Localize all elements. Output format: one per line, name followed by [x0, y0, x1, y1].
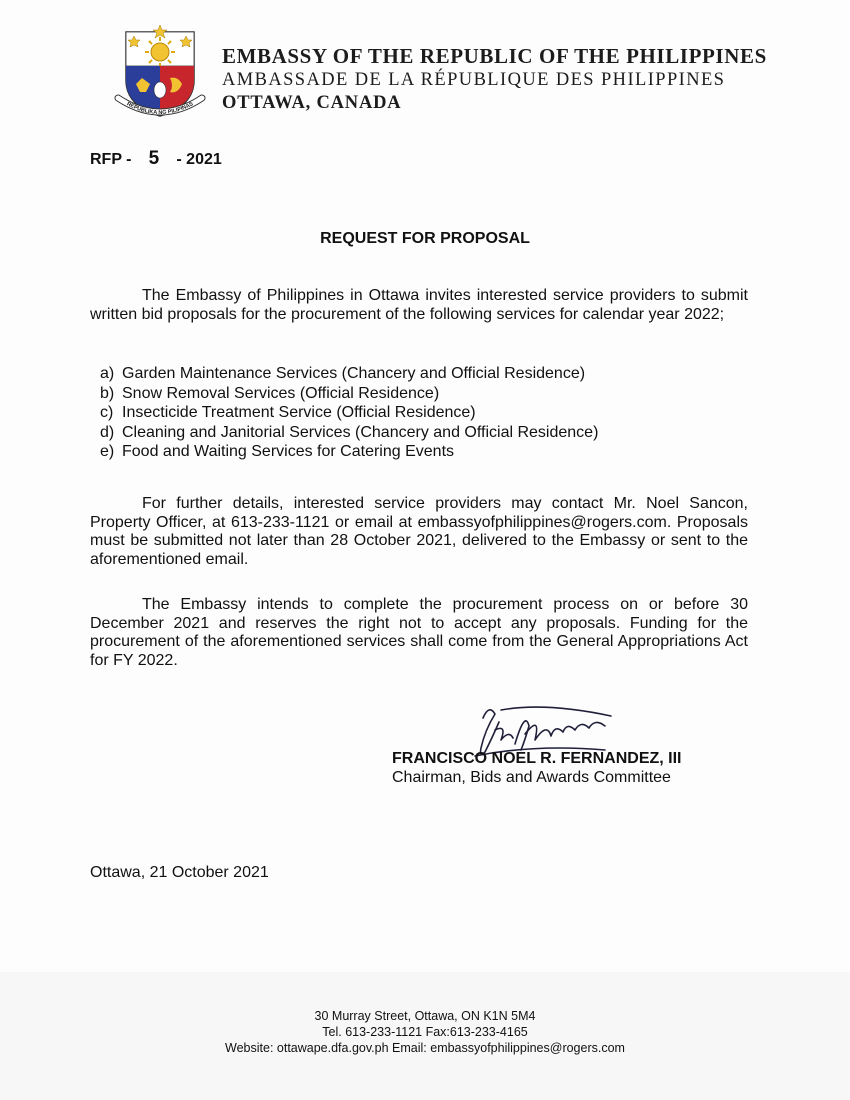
list-item	[100, 403, 598, 423]
document-title: REQUEST FOR PROPOSAL	[320, 230, 530, 247]
rfp-prefix: RFP -	[90, 151, 132, 168]
philippine-coat-of-arms-seal	[112, 22, 208, 122]
signatory-name: FRANCISCO NOEL R. FERNANDEZ, III	[392, 750, 682, 767]
list-item-letter: e)	[100, 443, 115, 460]
list-item-text: Cleaning and Janitorial Services (Chancery and Official Residence)	[122, 423, 599, 441]
list-item-letter: a)	[100, 365, 115, 382]
place-and-date: Ottawa, 21 October 2021	[90, 864, 269, 881]
footer-website-email: Website: ottawape.dfa.gov.ph Email: embassyofphilippines@rogers.com	[225, 1041, 625, 1055]
rfp-reference	[90, 148, 222, 170]
closing-paragraph: The Embassy intends to complete the procurement process on or before 30 December 2021 and reserves the right not to accept any proposals. Funding for the procurement of the aforementioned services shall come from the General Appropriations Act for FY 2022.	[90, 596, 748, 669]
seal-ribbon-text: REPUBLIKA NG PILIPINAS	[125, 101, 195, 117]
footer-phone-fax: Tel. 613-233-1121 Fax:613-233-4165	[322, 1025, 528, 1039]
list-item-text: Garden Maintenance Services (Chancery and Official Residence)	[122, 365, 586, 382]
list-item-text: Food and Waiting Services for Catering Events	[122, 443, 455, 460]
intro-paragraph: The Embassy of Philippines in Ottawa invites interested service providers to submit written bid proposals for the procurement of the following services for calendar year 2022;	[90, 287, 748, 323]
rfp-number: 5	[148, 148, 160, 169]
list-item	[100, 442, 598, 462]
footer-address: 30 Murray Street, Ottawa, ON K1N 5M4	[314, 1009, 536, 1023]
details-paragraph: For further details, interested service providers may contact Mr. Noel Sancon, Property Officer, at 613-233-1121 or email at embassyofphilippines@rogers.com. Proposals must be submitted not later than 28 October 2021, delivered to the Embassy or sent to the aforementioned email.	[90, 495, 748, 568]
letterhead-french: AMBASSADE DE LA RÉPUBLIQUE DES PHILIPPINES	[222, 70, 726, 90]
list-item-letter: b)	[100, 384, 115, 402]
signatory-title: Chairman, Bids and Awards Committee	[392, 769, 671, 786]
letterhead-location: OTTAWA, CANADA	[222, 93, 402, 113]
list-item	[100, 364, 598, 384]
list-item	[100, 384, 598, 404]
rfp-year: - 2021	[176, 151, 222, 168]
services-list	[100, 364, 598, 462]
list-item-letter: d)	[100, 423, 115, 441]
list-item-text: Snow Removal Services (Official Residence)	[122, 384, 440, 402]
list-item	[100, 423, 598, 443]
letterhead-english: EMBASSY OF THE REPUBLIC OF THE PHILIPPINES	[222, 44, 767, 68]
list-item-letter: c)	[100, 404, 114, 421]
list-item-text: Insecticide Treatment Service (Official Residence)	[122, 404, 476, 421]
